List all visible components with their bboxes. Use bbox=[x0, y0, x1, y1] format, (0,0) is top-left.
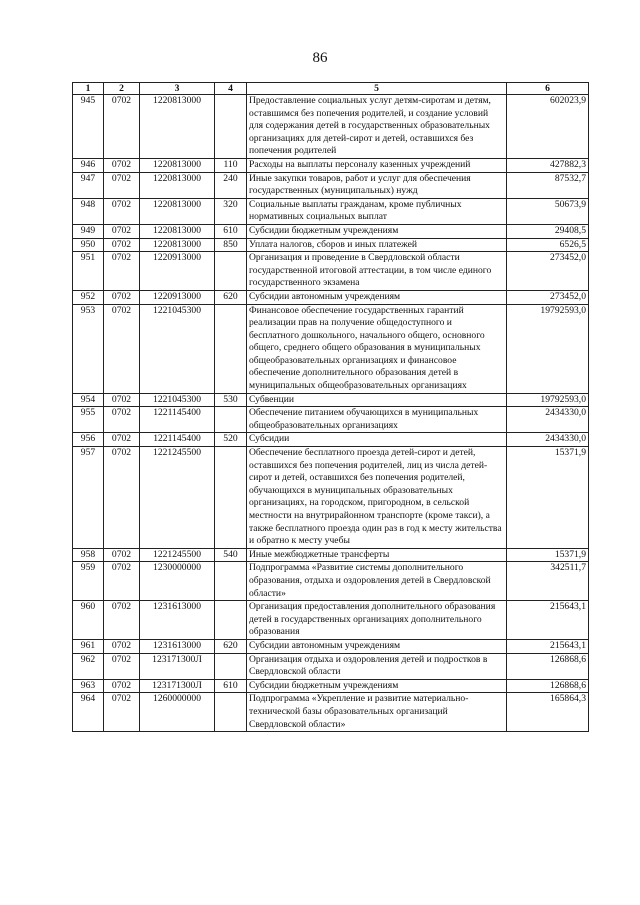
item-name: Финансовое обеспечение государственных гарантий реализации прав на получение общедоступного и бесплатного дошкольного, начального общего, основного общего, среднего общего образования в муниципальных общеобразовательных организациях и финансовое обеспечение дополнительного образования детей в муниципальных общеобразовательных организациях bbox=[247, 304, 507, 393]
row-number: 947 bbox=[73, 172, 104, 198]
table-row bbox=[73, 407, 589, 433]
section-code: 0702 bbox=[104, 158, 140, 172]
section-code: 0702 bbox=[104, 198, 140, 224]
item-name: Расходы на выплаты персоналу казенных учреждений bbox=[247, 158, 507, 172]
row-number: 963 bbox=[73, 679, 104, 693]
table-row bbox=[73, 601, 589, 640]
row-number: 949 bbox=[73, 224, 104, 238]
item-name: Обеспечение бесплатного проезда детей-сирот и детей, оставшихся без попечения родителей, лиц из числа детей-сирот и детей, оставшихся без попечения родителей, обучающихся в муниципальных образовательных организациях, на городском, пригородном, в сельской местности на внутрирайонном транспорте (кроме такси), а также бесплатного проезда один раз в год к месту жительства и обратно к месту учебы bbox=[247, 447, 507, 549]
section-code: 0702 bbox=[104, 562, 140, 601]
table-row bbox=[73, 679, 589, 693]
target-code: 1220813000 bbox=[140, 224, 215, 238]
item-name: Субсидии бюджетным учреждениям bbox=[247, 224, 507, 238]
row-number: 961 bbox=[73, 639, 104, 653]
table-row bbox=[73, 158, 589, 172]
section-code: 0702 bbox=[104, 447, 140, 549]
item-name: Иные межбюджетные трансферты bbox=[247, 548, 507, 562]
target-code: 1221245500 bbox=[140, 548, 215, 562]
item-name: Субсидии автономным учреждениям bbox=[247, 290, 507, 304]
expense-type: 610 bbox=[215, 224, 247, 238]
row-number: 945 bbox=[73, 95, 104, 159]
row-number: 960 bbox=[73, 601, 104, 640]
item-name: Подпрограмма «Укрепление и развитие материально-технической базы образовательных организаций Свердловской области» bbox=[247, 693, 507, 732]
table-row bbox=[73, 639, 589, 653]
item-name: Субвенции bbox=[247, 393, 507, 407]
row-number: 955 bbox=[73, 407, 104, 433]
item-name: Иные закупки товаров, работ и услуг для обеспечения государственных (муниципальных) нужд bbox=[247, 172, 507, 198]
section-code: 0702 bbox=[104, 601, 140, 640]
item-name: Обеспечение питанием обучающихся в муниципальных общеобразовательных организациях bbox=[247, 407, 507, 433]
expense-type: 850 bbox=[215, 238, 247, 252]
section-code: 0702 bbox=[104, 290, 140, 304]
expense-type: 520 bbox=[215, 433, 247, 447]
row-number: 951 bbox=[73, 252, 104, 291]
header-col-4: 4 bbox=[215, 83, 247, 95]
amount: 15371,9 bbox=[507, 447, 589, 549]
amount: 19792593,0 bbox=[507, 393, 589, 407]
expense-type: 530 bbox=[215, 393, 247, 407]
header-col-3: 3 bbox=[140, 83, 215, 95]
table-header-row bbox=[73, 83, 589, 95]
item-name: Субсидии автономным учреждениям bbox=[247, 639, 507, 653]
target-code: 1220813000 bbox=[140, 198, 215, 224]
target-code: 1231613000 bbox=[140, 601, 215, 640]
row-number: 964 bbox=[73, 693, 104, 732]
row-number: 956 bbox=[73, 433, 104, 447]
item-name: Уплата налогов, сборов и иных платежей bbox=[247, 238, 507, 252]
row-number: 954 bbox=[73, 393, 104, 407]
section-code: 0702 bbox=[104, 224, 140, 238]
expense-type: 240 bbox=[215, 172, 247, 198]
amount: 2434330,0 bbox=[507, 407, 589, 433]
header-col-1: 1 bbox=[73, 83, 104, 95]
expense-type bbox=[215, 252, 247, 291]
header-col-5: 5 bbox=[247, 83, 507, 95]
item-name: Субсидии бюджетным учреждениям bbox=[247, 679, 507, 693]
expense-type bbox=[215, 447, 247, 549]
target-code: 1220813000 bbox=[140, 95, 215, 159]
amount: 215643,1 bbox=[507, 601, 589, 640]
amount: 427882,3 bbox=[507, 158, 589, 172]
target-code: 1220913000 bbox=[140, 252, 215, 291]
target-code: 1221245500 bbox=[140, 447, 215, 549]
item-name: Социальные выплаты гражданам, кроме публичных нормативных социальных выплат bbox=[247, 198, 507, 224]
section-code: 0702 bbox=[104, 653, 140, 679]
expense-type bbox=[215, 693, 247, 732]
expense-type bbox=[215, 95, 247, 159]
amount: 29408,5 bbox=[507, 224, 589, 238]
section-code: 0702 bbox=[104, 639, 140, 653]
amount: 273452,0 bbox=[507, 252, 589, 291]
row-number: 958 bbox=[73, 548, 104, 562]
target-code: 1221045300 bbox=[140, 393, 215, 407]
target-code: 1231613000 bbox=[140, 639, 215, 653]
amount: 165864,3 bbox=[507, 693, 589, 732]
expense-type: 110 bbox=[215, 158, 247, 172]
expense-type bbox=[215, 653, 247, 679]
target-code: 1230000000 bbox=[140, 562, 215, 601]
expense-type: 320 bbox=[215, 198, 247, 224]
item-name: Организация предоставления дополнительного образования детей в государственных организациях дополнительного образования bbox=[247, 601, 507, 640]
section-code: 0702 bbox=[104, 252, 140, 291]
budget-table bbox=[72, 82, 589, 732]
section-code: 0702 bbox=[104, 393, 140, 407]
table-row bbox=[73, 447, 589, 549]
amount: 50673,9 bbox=[507, 198, 589, 224]
target-code: 1260000000 bbox=[140, 693, 215, 732]
section-code: 0702 bbox=[104, 679, 140, 693]
section-code: 0702 bbox=[104, 548, 140, 562]
table-row bbox=[73, 693, 589, 732]
target-code: 1221145400 bbox=[140, 433, 215, 447]
target-code: 123171300Л bbox=[140, 653, 215, 679]
table-row bbox=[73, 562, 589, 601]
target-code: 1220913000 bbox=[140, 290, 215, 304]
amount: 126868,6 bbox=[507, 679, 589, 693]
table-row bbox=[73, 95, 589, 159]
table-row bbox=[73, 393, 589, 407]
table-row bbox=[73, 290, 589, 304]
row-number: 952 bbox=[73, 290, 104, 304]
row-number: 959 bbox=[73, 562, 104, 601]
row-number: 950 bbox=[73, 238, 104, 252]
amount: 87532,7 bbox=[507, 172, 589, 198]
amount: 342511,7 bbox=[507, 562, 589, 601]
table-row bbox=[73, 224, 589, 238]
row-number: 946 bbox=[73, 158, 104, 172]
target-code: 1221045300 bbox=[140, 304, 215, 393]
section-code: 0702 bbox=[104, 433, 140, 447]
expense-type: 540 bbox=[215, 548, 247, 562]
target-code: 1221145400 bbox=[140, 407, 215, 433]
section-code: 0702 bbox=[104, 238, 140, 252]
amount: 19792593,0 bbox=[507, 304, 589, 393]
header-col-2: 2 bbox=[104, 83, 140, 95]
item-name: Предоставление социальных услуг детям-сиротам и детям, оставшимся без попечения родителей, и создание условий для содержания детей в государственных образовательных организациях для детей-сирот и детей, оставшихся без попечения родителей bbox=[247, 95, 507, 159]
amount: 2434330,0 bbox=[507, 433, 589, 447]
expense-type: 620 bbox=[215, 639, 247, 653]
table-row bbox=[73, 433, 589, 447]
item-name: Подпрограмма «Развитие системы дополнительного образования, отдыха и оздоровления детей в Свердловской области» bbox=[247, 562, 507, 601]
expense-type: 610 bbox=[215, 679, 247, 693]
header-col-6: 6 bbox=[507, 83, 589, 95]
target-code: 1220813000 bbox=[140, 238, 215, 252]
table-row bbox=[73, 653, 589, 679]
expense-type bbox=[215, 407, 247, 433]
amount: 273452,0 bbox=[507, 290, 589, 304]
section-code: 0702 bbox=[104, 304, 140, 393]
expense-type: 620 bbox=[215, 290, 247, 304]
expense-type bbox=[215, 601, 247, 640]
table-row bbox=[73, 304, 589, 393]
page-number: 86 bbox=[312, 50, 328, 66]
section-code: 0702 bbox=[104, 172, 140, 198]
target-code: 123171300Л bbox=[140, 679, 215, 693]
target-code: 1220813000 bbox=[140, 172, 215, 198]
row-number: 957 bbox=[73, 447, 104, 549]
table-row bbox=[73, 252, 589, 291]
section-code: 0702 bbox=[104, 693, 140, 732]
expense-type bbox=[215, 304, 247, 393]
amount: 6526,5 bbox=[507, 238, 589, 252]
amount: 602023,9 bbox=[507, 95, 589, 159]
table-row bbox=[73, 172, 589, 198]
table-row bbox=[73, 548, 589, 562]
table-row bbox=[73, 198, 589, 224]
row-number: 948 bbox=[73, 198, 104, 224]
section-code: 0702 bbox=[104, 407, 140, 433]
item-name: Субсидии bbox=[247, 433, 507, 447]
table-row bbox=[73, 238, 589, 252]
row-number: 962 bbox=[73, 653, 104, 679]
row-number: 953 bbox=[73, 304, 104, 393]
expense-type bbox=[215, 562, 247, 601]
target-code: 1220813000 bbox=[140, 158, 215, 172]
amount: 15371,9 bbox=[507, 548, 589, 562]
amount: 215643,1 bbox=[507, 639, 589, 653]
item-name: Организация отдыха и оздоровления детей и подростков в Свердловской области bbox=[247, 653, 507, 679]
item-name: Организация и проведение в Свердловской области государственной итоговой аттестации, в том числе единого государственного экзамена bbox=[247, 252, 507, 291]
amount: 126868,6 bbox=[507, 653, 589, 679]
section-code: 0702 bbox=[104, 95, 140, 159]
